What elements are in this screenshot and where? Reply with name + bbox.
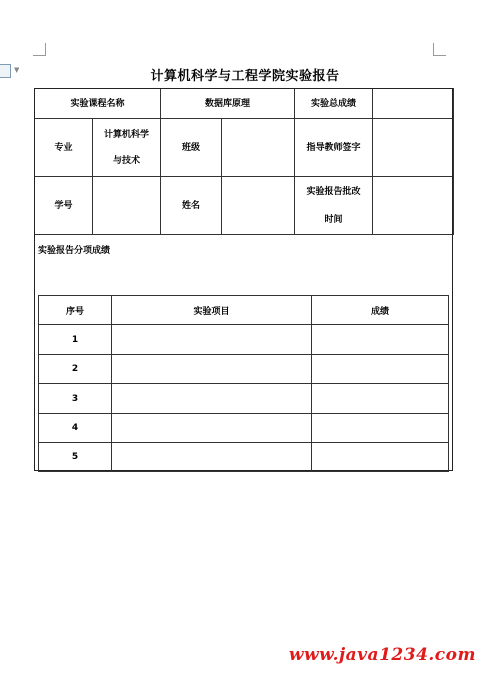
project-cell[interactable]	[112, 355, 312, 384]
score-cell[interactable]	[312, 325, 449, 355]
watermark: www.java1234.com	[288, 645, 476, 665]
student-name-label: 姓名	[161, 177, 222, 235]
project-cell[interactable]	[112, 443, 312, 472]
scores-table	[38, 295, 449, 472]
table-row	[39, 325, 449, 355]
row-index: 1	[39, 325, 112, 355]
scores-section-label: 实验报告分项成绩	[38, 246, 111, 256]
row-index: 5	[39, 443, 112, 472]
header-project: 实验项目	[112, 296, 312, 325]
major-value-line1: 计算机科学	[103, 129, 149, 140]
header-index: 序号	[39, 296, 112, 325]
table-row	[39, 443, 449, 472]
page-title: 计算机科学与工程学院实验报告	[150, 69, 340, 84]
scores-header-row	[39, 296, 449, 325]
row-index: 2	[39, 355, 112, 384]
page-corner-top-right	[433, 43, 446, 56]
page-corner-top-left	[33, 43, 46, 56]
score-cell[interactable]	[312, 443, 449, 472]
review-time-line2: 时间	[324, 214, 343, 225]
teacher-sign-label: 指导教师签字	[295, 119, 373, 177]
review-time-line1: 实验报告批改	[306, 186, 361, 197]
dropdown-arrow-icon[interactable]: ▼	[14, 66, 20, 74]
course-name-value[interactable]: 数据库原理	[161, 89, 295, 119]
major-value-line2: 与技术	[112, 155, 140, 166]
project-cell[interactable]	[112, 414, 312, 443]
table-row	[39, 414, 449, 443]
project-cell[interactable]	[112, 384, 312, 414]
project-cell[interactable]	[112, 325, 312, 355]
table-row	[39, 384, 449, 414]
course-name-label: 实验课程名称	[35, 89, 161, 119]
table-row	[39, 355, 449, 384]
class-label: 班级	[161, 119, 222, 177]
score-cell[interactable]	[312, 384, 449, 414]
row-index: 4	[39, 414, 112, 443]
score-cell[interactable]	[312, 355, 449, 384]
header-score: 成绩	[312, 296, 449, 325]
score-cell[interactable]	[312, 414, 449, 443]
student-id-label: 学号	[35, 177, 93, 235]
total-score-label: 实验总成绩	[295, 89, 373, 119]
row-index: 3	[39, 384, 112, 414]
major-label: 专业	[35, 119, 93, 177]
